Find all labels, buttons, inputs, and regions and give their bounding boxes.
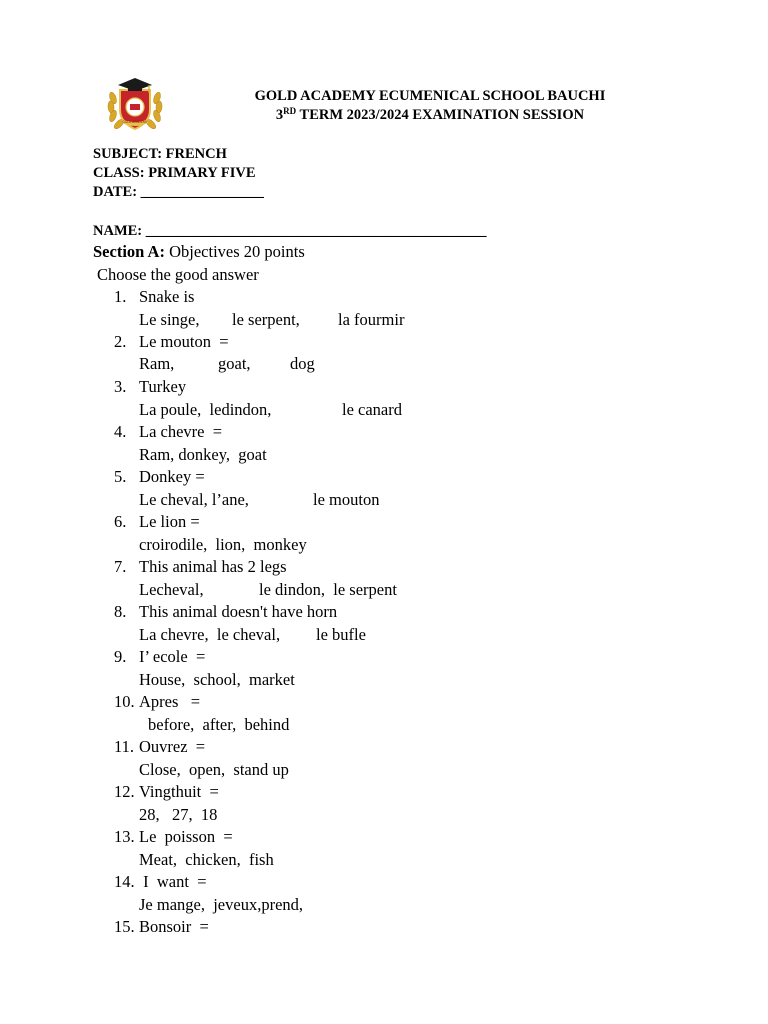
question-number: 1. bbox=[114, 287, 127, 306]
option: goat, bbox=[218, 354, 251, 373]
option: Ram, donkey, goat bbox=[139, 445, 267, 464]
question-number: 15. bbox=[114, 917, 135, 936]
option: Ram, bbox=[139, 354, 175, 373]
question-number: 6. bbox=[114, 512, 127, 531]
question-text: I want = bbox=[139, 872, 207, 891]
option: 28, 27, 18 bbox=[139, 805, 218, 824]
question-text: Le poisson = bbox=[139, 827, 233, 846]
question-text: La chevre = bbox=[139, 422, 223, 441]
option: Je mange, jeveux,prend, bbox=[139, 895, 304, 914]
exam-session bbox=[200, 106, 660, 125]
option: Meat, chicken, fish bbox=[139, 850, 274, 869]
option: le mouton bbox=[313, 490, 380, 509]
term-rest: TERM 2023/2024 EXAMINATION SESSION bbox=[296, 107, 585, 123]
option: croirodile, lion, monkey bbox=[139, 535, 307, 554]
term-suffix: RD bbox=[283, 106, 297, 116]
question-number: 3. bbox=[114, 377, 127, 396]
option: La poule, ledindon, bbox=[139, 400, 272, 419]
option: le dindon, le serpent bbox=[259, 580, 397, 599]
option: Le singe, bbox=[139, 310, 200, 329]
school-logo bbox=[104, 76, 166, 134]
section-label: Section A: bbox=[93, 242, 165, 261]
question-number: 14. bbox=[114, 872, 135, 891]
question-text: Ouvrez = bbox=[139, 737, 206, 756]
question-text: Snake is bbox=[139, 287, 195, 306]
question-text: Vingthuit = bbox=[139, 782, 219, 801]
option: Le cheval, l’ane, bbox=[139, 490, 249, 509]
option: le serpent, bbox=[232, 310, 300, 329]
name-line: NAME: _______________________________________________ bbox=[93, 223, 487, 239]
option: Close, open, stand up bbox=[139, 760, 289, 779]
question-number: 9. bbox=[114, 647, 127, 666]
question-number: 2. bbox=[114, 332, 127, 351]
question-number: 7. bbox=[114, 557, 127, 576]
option: before, after, behind bbox=[148, 715, 290, 734]
question-text: Le lion = bbox=[139, 512, 200, 531]
question-text: This animal has 2 legs bbox=[139, 557, 287, 576]
question-number: 8. bbox=[114, 602, 127, 621]
option: dog bbox=[290, 354, 315, 373]
option: Lecheval, bbox=[139, 580, 204, 599]
option: le canard bbox=[342, 400, 402, 419]
question-number: 5. bbox=[114, 467, 127, 486]
class-line: CLASS: PRIMARY FIVE bbox=[93, 165, 256, 181]
question-text: Bonsoir = bbox=[139, 917, 209, 936]
option: la fourmir bbox=[338, 310, 405, 329]
term-number: 3 bbox=[275, 107, 284, 123]
question-number: 11. bbox=[114, 737, 135, 756]
question-text: This animal doesn't have horn bbox=[139, 602, 338, 621]
option: le bufle bbox=[316, 625, 366, 644]
question-number: 12. bbox=[114, 782, 135, 801]
question-text: Donkey = bbox=[139, 467, 205, 486]
question-text: Le mouton = bbox=[139, 332, 229, 351]
option: La chevre, le cheval, bbox=[139, 625, 281, 644]
question-number: 10. bbox=[114, 692, 135, 711]
instruction: Choose the good answer bbox=[97, 265, 259, 284]
option: House, school, market bbox=[139, 670, 295, 689]
section-title: Objectives 20 points bbox=[164, 242, 305, 261]
date-line: DATE: _________________ bbox=[93, 184, 264, 200]
logo-text: GOLD ACADEMY bbox=[122, 120, 148, 124]
question-text: Apres = bbox=[139, 692, 201, 711]
section-heading bbox=[93, 241, 305, 263]
question-text: Turkey bbox=[139, 377, 187, 396]
school-name: GOLD ACADEMY ECUMENICAL SCHOOL BAUCHI bbox=[254, 88, 606, 104]
question-number: 13. bbox=[114, 827, 135, 846]
question-text: I’ ecole = bbox=[139, 647, 206, 666]
question-number: 4. bbox=[114, 422, 127, 441]
subject-line: SUBJECT: FRENCH bbox=[93, 146, 227, 162]
